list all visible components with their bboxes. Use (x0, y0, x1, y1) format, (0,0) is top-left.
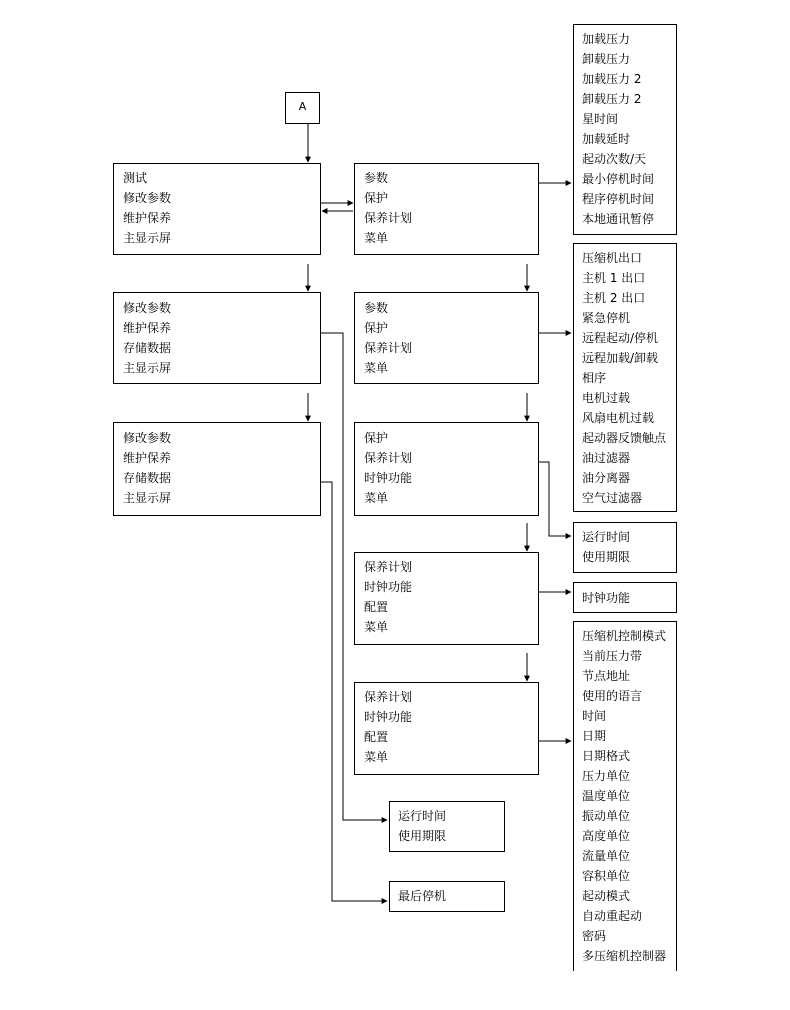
middle-menu-3 (354, 422, 539, 516)
list-item: 空气过滤器 (582, 491, 643, 505)
list-item: 使用的语言 (582, 689, 643, 703)
menu-item: 主显示屏 (123, 361, 172, 375)
menu-item: 参数 (364, 301, 389, 315)
left-menu-2 (113, 292, 321, 384)
list-item: 使用期限 (582, 550, 631, 564)
menu-item: 配置 (364, 600, 389, 614)
stored-data-list (389, 881, 505, 912)
left-menu-3 (113, 422, 321, 516)
menu-item: 保养计划 (364, 690, 413, 704)
menu-item: 菜单 (364, 361, 389, 375)
menu-item: 修改参数 (123, 301, 172, 315)
list-item: 主机 2 出口 (582, 291, 646, 305)
list-item: 运行时间 (582, 530, 631, 544)
parameter-list (573, 24, 677, 235)
menu-item: 菜单 (364, 620, 389, 634)
middle-menu-4 (354, 552, 539, 645)
list-item: 起动器反馈触点 (582, 431, 667, 445)
list-item: 远程起动/停机 (582, 331, 659, 345)
list-item: 流量单位 (582, 849, 631, 863)
list-item: 卸载压力 2 (582, 92, 642, 106)
list-item: 加载压力 2 (582, 72, 642, 86)
menu-item: 保养计划 (364, 341, 413, 355)
start-node (285, 92, 320, 124)
list-item: 温度单位 (582, 789, 631, 803)
list-item: 远程加载/卸载 (582, 351, 659, 365)
list-item: 本地通讯暂停 (582, 212, 655, 226)
middle-menu-5 (354, 682, 539, 775)
menu-item: 参数 (364, 171, 389, 185)
list-item: 风扇电机过载 (582, 411, 655, 425)
list-item: 容积单位 (582, 869, 631, 883)
list-item: 密码 (582, 929, 607, 943)
menu-item: 配置 (364, 730, 389, 744)
list-item: 相序 (582, 371, 607, 385)
list-item: 油分离器 (582, 471, 631, 485)
list-item: 起动次数/天 (582, 152, 647, 166)
config-list (573, 621, 677, 971)
menu-item: 存储数据 (123, 341, 172, 355)
menu-item: 测试 (123, 171, 148, 185)
menu-item: 保护 (364, 191, 389, 205)
list-item: 加载延时 (582, 132, 631, 146)
list-item: 时间 (582, 709, 607, 723)
list-item: 节点地址 (582, 669, 631, 683)
menu-item: 保养计划 (364, 451, 413, 465)
menu-item: 主显示屏 (123, 491, 172, 505)
menu-item: 保护 (364, 321, 389, 335)
menu-item: 菜单 (364, 750, 389, 764)
list-item: 压力单位 (582, 769, 631, 783)
menu-item: 时钟功能 (364, 471, 413, 485)
list-item: 使用期限 (398, 829, 447, 843)
clock-list (573, 582, 677, 613)
list-item: 日期格式 (582, 749, 631, 763)
list-item: 运行时间 (398, 809, 447, 823)
list-item: 当前压力带 (582, 649, 643, 663)
list-item: 主机 1 出口 (582, 271, 646, 285)
list-item: 振动单位 (582, 809, 631, 823)
list-item: 最后停机 (398, 889, 447, 903)
menu-item: 时钟功能 (364, 710, 413, 724)
list-item: 星时间 (582, 112, 619, 126)
menu-item: 主显示屏 (123, 231, 172, 245)
list-item: 卸载压力 (582, 52, 631, 66)
menu-item: 存储数据 (123, 471, 172, 485)
service-plan-list (573, 522, 677, 573)
menu-item: 维护保养 (123, 321, 172, 335)
middle-menu-2 (354, 292, 539, 384)
menu-item: 维护保养 (123, 451, 172, 465)
list-item: 时钟功能 (582, 591, 631, 605)
list-item: 加载压力 (582, 32, 631, 46)
list-item: 压缩机出口 (582, 251, 643, 265)
left-menu-1 (113, 163, 321, 255)
list-item: 压缩机控制模式 (582, 629, 667, 643)
list-item: 程序停机时间 (582, 192, 655, 206)
menu-item: 修改参数 (123, 431, 172, 445)
menu-item: 时钟功能 (364, 580, 413, 594)
start-label: A (298, 100, 307, 113)
middle-menu-1 (354, 163, 539, 255)
list-item: 最小停机时间 (582, 172, 655, 186)
menu-item: 维护保养 (123, 211, 172, 225)
list-item: 高度单位 (582, 829, 631, 843)
list-item: 日期 (582, 729, 607, 743)
maintenance-list (389, 801, 505, 852)
list-item: 紧急停机 (582, 311, 631, 325)
arrow-mid3-to-service-plan (538, 462, 571, 536)
menu-item: 修改参数 (123, 191, 172, 205)
menu-item: 菜单 (364, 231, 389, 245)
protection-list (573, 243, 677, 512)
list-item: 自动重起动 (582, 909, 643, 923)
menu-item: 菜单 (364, 491, 389, 505)
list-item: 电机过载 (582, 391, 631, 405)
list-item: 起动模式 (582, 889, 631, 903)
list-item: 油过滤器 (582, 451, 631, 465)
menu-item: 保养计划 (364, 560, 413, 574)
list-item: 多压缩机控制器 (582, 949, 667, 963)
menu-item: 保护 (364, 431, 389, 445)
menu-item: 保养计划 (364, 211, 413, 225)
